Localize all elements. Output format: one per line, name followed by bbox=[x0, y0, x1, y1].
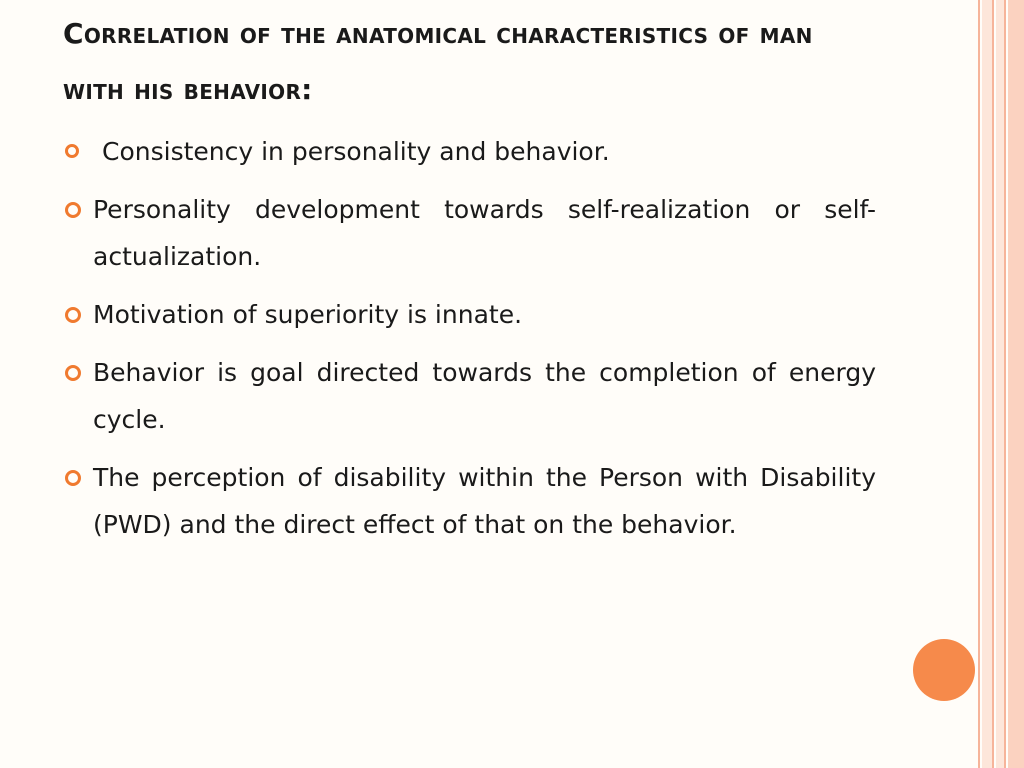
stripe bbox=[992, 0, 994, 768]
bullet-ring-icon bbox=[65, 144, 79, 158]
bullet-item bbox=[63, 349, 876, 443]
bullet-text: The perception of disability within the Person with Disability (PWD) and the direct effect of that on the behavior. bbox=[93, 463, 876, 539]
stripe bbox=[1008, 0, 1024, 768]
bullet-ring-icon bbox=[65, 365, 81, 381]
bullet-text: Consistency in personality and behavior. bbox=[102, 137, 610, 166]
decorative-side-stripes bbox=[978, 0, 1024, 768]
stripe bbox=[982, 0, 992, 768]
decorative-orange-circle bbox=[913, 639, 975, 701]
stripe bbox=[978, 0, 980, 768]
bullet-item bbox=[63, 128, 876, 175]
stripe bbox=[996, 0, 1004, 768]
bullet-text: Personality development towards self-realization or self-actualization. bbox=[93, 195, 876, 271]
bullet-item bbox=[63, 454, 876, 548]
bullet-item bbox=[63, 291, 876, 338]
slide-title: Correlation of the anatomical characteristics of man with his behavior: bbox=[63, 17, 813, 106]
bullet-ring-icon bbox=[65, 307, 81, 323]
bullet-text: Behavior is goal directed towards the completion of energy cycle. bbox=[93, 358, 876, 434]
bullet-ring-icon bbox=[65, 202, 81, 218]
stripe bbox=[1004, 0, 1006, 768]
bullet-list bbox=[63, 128, 876, 559]
bullet-ring-icon bbox=[65, 470, 81, 486]
bullet-text: Motivation of superiority is innate. bbox=[93, 300, 523, 329]
bullet-item bbox=[63, 186, 876, 280]
